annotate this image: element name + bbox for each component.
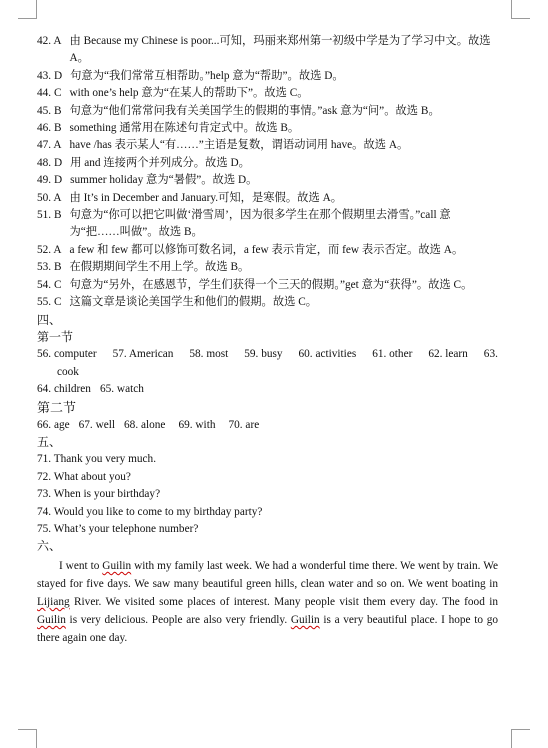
answer-item (37, 137, 498, 154)
essay-text: is very delicious. People are also very friendly. (65, 613, 291, 626)
essay-text-flagged: Guilin (290, 613, 320, 626)
section-four-part-two-heading: 第二节 (37, 399, 77, 415)
fill-answer: 59. busy (244, 348, 283, 361)
sentence-answer: 71. Thank you very much. (37, 453, 157, 466)
answer-item (37, 155, 498, 172)
sentence-answer: 73. When is your birthday? (37, 488, 161, 501)
answer-explanation: 在假期期间学生不用上学。故选 B。 (69, 261, 250, 274)
answer-explanation: 由 It’s in December and January.可知，是寒假。故选 A。 (69, 191, 343, 204)
answer-explanation: 句意为“我们常常互相帮助。”help 意为“帮助”。故选 D。 (70, 69, 344, 82)
answer-item (37, 120, 498, 137)
fill-answer-continuation: cook (57, 365, 79, 378)
fill-answer: 58. most (189, 348, 229, 361)
essay-text-flagged: Guilin (102, 559, 132, 572)
crop-mark-top-left (18, 0, 37, 19)
section-five-heading: 五、 (37, 434, 62, 449)
sentence-answer: 72. What about you? (37, 470, 131, 483)
answer-item (37, 68, 498, 85)
answer-explanation: 由 Because my Chinese is poor...可知，玛丽来郑州第一初级中学是为了学习中文。故选 A。 (69, 35, 491, 65)
section-four-heading: 四、 (37, 312, 62, 327)
answer-number: 47. A (37, 139, 62, 152)
answer-explanation: 这篇文章是谈论美国学生和他们的假期。故选 C。 (69, 296, 318, 309)
answer-explanation: 句意为“你可以把它叫做‘滑雪周’，因为很多学生在那个假期里去滑雪。”call 意为“把……叫做”。故选 B。 (69, 209, 451, 239)
answer-number: 43. D (37, 69, 63, 82)
answer-list (37, 33, 498, 312)
fill-answer: 61. other (372, 348, 413, 361)
answer-number: 46. B (37, 122, 62, 135)
answer-explanation: with one’s help 意为“在某人的帮助下”。故选 C。 (69, 87, 309, 100)
essay-text-flagged: Lijiang (37, 595, 70, 608)
section-five-answers (37, 451, 498, 538)
fill-answer: 56. computer (37, 348, 97, 361)
answer-number: 48. D (37, 156, 63, 169)
part-one-answers (37, 346, 498, 398)
answer-explanation: 句意为“另外，在感恩节，学生们获得一个三天的假期。”get 意为“获得”。故选 C。 (69, 278, 473, 291)
answer-item (37, 242, 498, 259)
answer-item (37, 207, 498, 242)
answer-number: 52. A (37, 243, 62, 256)
answer-number: 50. A (37, 191, 62, 204)
section-four-part-one-heading: 第一节 (37, 329, 74, 344)
fill-answer: 64. children (37, 383, 91, 396)
answer-explanation: 用 and 连接两个并列成分。故选 D。 (70, 156, 250, 169)
crop-mark-top-right (511, 0, 530, 19)
sentence-answer: 75. What’s your telephone number? (37, 522, 199, 535)
answer-item (37, 103, 498, 120)
essay-text-flagged: Guilin (37, 613, 66, 626)
answer-item (37, 33, 498, 68)
fill-answer: 69. with (178, 418, 216, 431)
fill-answer: 62. learn (428, 348, 468, 361)
answer-number: 54. C (37, 278, 62, 291)
fill-answer: 65. watch (99, 383, 144, 396)
answer-item (37, 294, 498, 311)
section-six-heading: 六、 (37, 539, 62, 554)
answer-explanation: 句意为“他们常常问我有关美国学生的假期的事情。”ask 意为“问”。故选 B。 (69, 104, 440, 117)
answer-explanation: something 通常用在陈述句肯定式中。故选 B。 (69, 122, 300, 135)
answer-item (37, 190, 498, 207)
sample-essay (37, 557, 498, 647)
answer-number: 45. B (37, 104, 62, 117)
fill-answer: 68. alone (124, 418, 166, 431)
answer-item (37, 259, 498, 276)
essay-text: River. We visited some places of interest. Many people visit them every day. The food in (69, 595, 498, 608)
fill-answer: 57. American (112, 348, 174, 361)
answer-explanation: have /has 表示某人“有……”主语是复数，谓语动词用 have。故选 A。 (69, 139, 409, 152)
fill-answer: 66. age (37, 418, 70, 431)
fill-answer: 60. activities (298, 348, 357, 361)
fill-answer: 70. are (228, 418, 260, 431)
crop-mark-bottom-right (511, 729, 530, 748)
answer-key-page (37, 33, 498, 647)
answer-number: 55. C (37, 296, 62, 309)
answer-explanation: a few 和 few 都可以修饰可数名词，a few 表示肯定，而 few 表示否定。故选 A。 (69, 243, 464, 256)
answer-number: 42. A (37, 35, 62, 47)
essay-text: I went to (59, 559, 103, 572)
answer-item (37, 172, 498, 189)
answer-number: 49. D (37, 174, 63, 187)
essay-text: with my family last week. We had a wonderful time there. We went by train. We stayed for five days. We saw many beautiful green hills, clean water and so on. We went boating in (37, 559, 498, 590)
part-two-answers (37, 417, 498, 434)
fill-answer: 63. (483, 348, 498, 361)
answer-number: 51. B (37, 209, 62, 222)
answer-number: 53. B (37, 261, 62, 274)
answer-explanation: summer holiday 意为“暑假”。故选 D。 (70, 174, 258, 187)
crop-mark-bottom-left (18, 729, 37, 748)
answer-number: 44. C (37, 87, 62, 100)
answer-item (37, 277, 498, 294)
essay-text: is a very beautiful place. I hope to go there again one day. (37, 613, 499, 644)
sentence-answer: 74. Would you like to come to my birthday party? (37, 505, 263, 518)
fill-answer: 67. well (78, 418, 116, 431)
answer-item (37, 85, 498, 102)
